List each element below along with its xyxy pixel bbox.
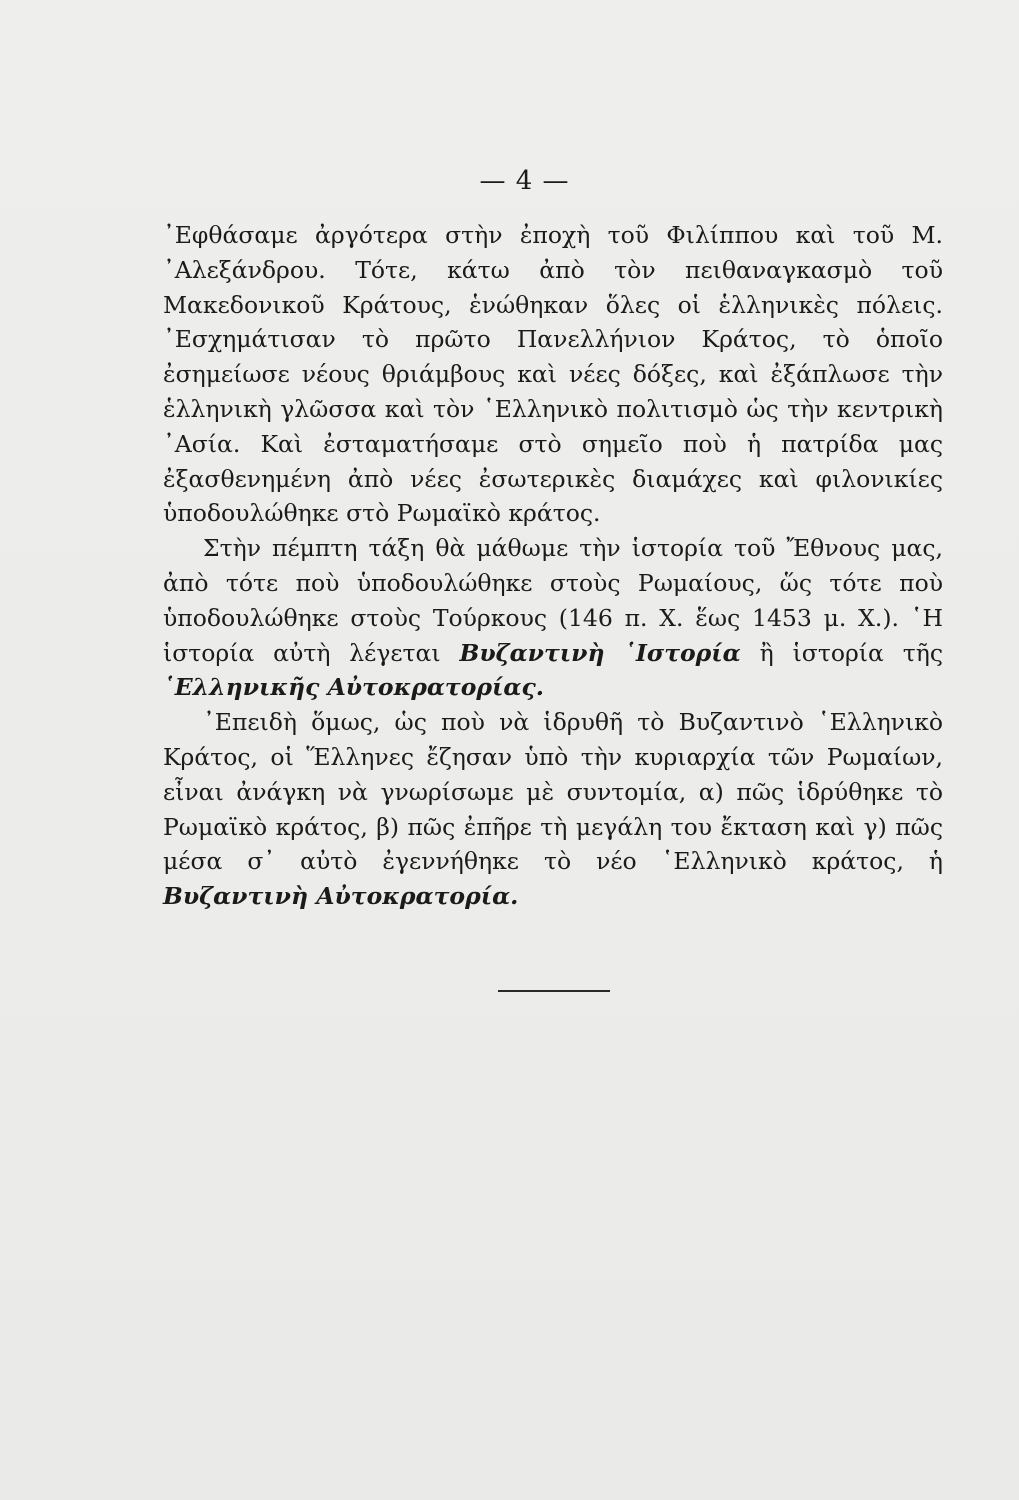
emphasis-byzantine-empire: Βυζαντινὴ Αὐτοκρατορία. xyxy=(163,882,519,911)
emphasis-hellenic-empire: ῾Ελληνικῆς Αὐτοκρατορίας. xyxy=(163,673,544,702)
emphasis-byzantine-history: Βυζαντινὴ ῾Ιστορία xyxy=(459,638,741,667)
paragraph-roman-rule xyxy=(163,705,943,914)
paragraph-text: ᾿Εφθάσαμε ἀργότερα στὴν ἐποχὴ τοῦ Φιλίππου καὶ τοῦ Μ. ᾿Αλεξάνδρου. Τότε, κάτω ἀπὸ τὸν πειθαναγκασμὸ τοῦ Μακεδονικοῦ Κράτους, ἑνώθηκαν ὅλες οἱ ἑλληνικὲς πόλεις. ᾿Εσχημάτισαν τὸ πρῶτο Πανελλήνιον Κράτος, τὸ ὁποῖο ἐσημείωσε νέους θριάμβους καὶ νέες δόξες, καὶ ἐξάπλωσε τὴν ἑλληνικὴ γλῶσσα καὶ τὸν ῾Ελληνικὸ πολιτισμὸ ὡς τὴν κεντρικὴ ᾿Ασία. Καὶ ἐσταματήσαμε στὸ σημεῖο ποὺ ἡ πατρίδα μας ἐξασθενημένη ἀπὸ νέες ἐσωτερικὲς διαμάχες καὶ φιλονικίες ὑποδουλώθηκε στὸ Ρωμαϊκὸ κράτος. xyxy=(163,221,943,528)
section-divider xyxy=(498,990,610,992)
paragraph-text: ἢ ἱστορία τῆς xyxy=(740,638,943,667)
paragraph-text: ᾿Επειδὴ ὅμως, ὡς ποὺ νὰ ἱδρυθῆ τὸ Βυζαντινὸ ῾Ελληνικὸ Κράτος, οἱ Ἕλληνες ἔζησαν ὑπὸ τὴν κυριαρχία τῶν Ρωμαίων, εἶναι ἀνάγκη νὰ γνωρίσωμε μὲ συντομία, α) πῶς ἱδρύθηκε τὸ Ρωμαϊκὸ κράτος, β) πῶς ἐπῆρε τὴ μεγάλη του ἔκταση καὶ γ) πῶς μέσα σ᾿ αὐτὸ ἐγεννήθηκε τὸ νέο ῾Ελληνικὸ κράτος, ἡ xyxy=(163,708,943,876)
paragraph-macedonian-era xyxy=(163,218,943,531)
page-number: — 4 — xyxy=(479,166,570,196)
paragraph-text: Στὴν πέμπτη τάξη θὰ μάθωμε τὴν ἱστορία τοῦ Ἔθνους μας, ἀπὸ τότε ποὺ ὑποδουλώθηκε στοὺς Ρωμαίους, ὥς τότε ποὺ ὑποδουλώθηκε στοὺς Τούρκους (146 π. Χ. ἕως 1453 μ. Χ.). ῾Η ἱστορία αὐτὴ λέγεται xyxy=(163,534,943,667)
body-text xyxy=(163,218,943,914)
paragraph-byzantine-history xyxy=(163,531,943,705)
